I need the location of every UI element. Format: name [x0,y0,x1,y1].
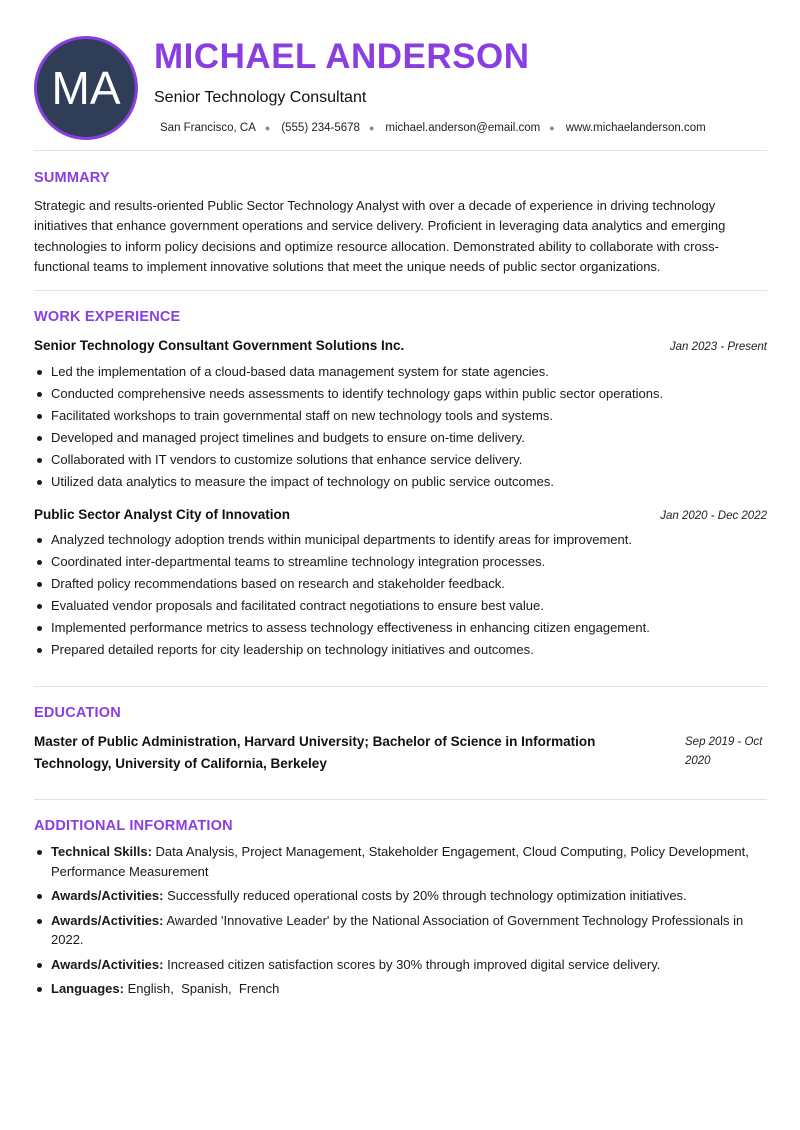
contact-website[interactable]: www.michaelanderson.com [565,122,706,134]
job-role: Public Sector Analyst City of Innovation [34,507,291,522]
list-item: Conducted comprehensive needs assessments to identify technology gaps within public sector operations. [34,383,764,405]
contact-email[interactable]: michael.anderson@email.com [385,122,541,134]
list-item [34,842,767,881]
divider [34,686,767,687]
info-text: Awarded 'Innovative Leader' by the National Association of Government Technology Professionals in 2022. [51,912,744,947]
job-header [34,507,767,522]
section-title-experience: WORK EXPERIENCE [34,309,181,325]
list-item: Analyzed technology adoption trends within municipal departments to identify areas for improvement. [34,529,764,551]
job-role: Senior Technology Consultant Government Solutions Inc. [34,338,405,353]
education-dates: Sep 2019 - Oct 2020 [685,736,763,767]
avatar [34,36,138,140]
info-label: Technical Skills: [51,844,152,859]
bullet-separator-icon: ● [549,123,555,133]
education-degree: Master of Public Administration, Harvard University; Bachelor of Science in Information Technology, University of California, Berkeley [34,734,596,771]
job-bullets [34,529,764,661]
summary-text: Strategic and results-oriented Public Sector Technology Analyst with over a decade of experience in driving technology initiatives that enhance government operations and service delivery. Proficient in leveraging data analytics and emerging technologies to inform policy decisions and optimize resource allocation. Demonstrated ability to collaborate with cross-functional teams to implement innovative solutions that meet the unique needs of public sector organizations. [34,198,726,274]
job-dates: Jan 2020 - Dec 2022 [660,510,767,522]
job-dates: Jan 2023 - Present [669,341,767,353]
section-title-education: EDUCATION [34,705,121,721]
bullet-separator-icon: ● [368,123,375,133]
section-title-additional: ADDITIONAL INFORMATION [34,818,233,834]
info-text: Successfully reduced operational costs by 20% through technology optimization initiatives. [167,888,687,903]
list-item: Drafted policy recommendations based on research and stakeholder feedback. [34,573,764,595]
list-item: Implemented performance metrics to assess technology effectiveness in enhancing citizen engagement. [34,617,764,639]
list-item [34,886,767,906]
additional-info-list [34,842,767,1004]
divider [34,150,767,151]
list-item: Facilitated workshops to train governmental staff on new technology tools and systems. [34,405,764,427]
info-label: Awards/Activities: [51,888,164,903]
bullet-separator-icon: ● [264,123,271,133]
section-title-summary: SUMMARY [34,170,110,186]
list-item: Coordinated inter-departmental teams to streamline technology integration processes. [34,551,764,573]
education-entry [34,731,767,775]
contact-location: San Francisco, CA [160,122,256,134]
job-header [34,338,767,353]
list-item: Evaluated vendor proposals and facilitated contract negotiations to ensure best value. [34,595,764,617]
list-item: Developed and managed project timelines and budgets to ensure on-time delivery. [34,427,764,449]
info-text: Data Analysis, Project Management, Stakeholder Engagement, Cloud Computing, Policy Development, Performance Measurement [51,844,749,879]
candidate-name: MICHAEL ANDERSON [154,37,530,76]
info-label: Languages: [51,981,124,996]
list-item: Led the implementation of a cloud-based data management system for state agencies. [34,361,764,383]
list-item [34,979,767,999]
contact-line [160,120,706,136]
job-bullets [34,361,764,493]
info-text: Increased citizen satisfaction scores by 30% through improved digital service delivery. [167,956,661,972]
info-label: Awards/Activities: [51,956,164,972]
list-item: Prepared detailed reports for city leadership on technology initiatives and outcomes. [34,639,764,661]
candidate-title: Senior Technology Consultant [154,89,367,106]
info-label: Awards/Activities: [51,912,164,928]
divider [34,290,767,291]
list-item: Collaborated with IT vendors to customize solutions that enhance service delivery. [34,449,764,471]
list-item [34,955,767,975]
list-item: Utilized data analytics to measure the impact of technology on public service outcomes. [34,471,764,493]
divider [34,799,767,800]
contact-phone: (555) 234-5678 [281,122,360,134]
info-text: English, Spanish, French [127,981,280,996]
avatar-initials: MA [51,62,121,114]
list-item [34,911,767,950]
